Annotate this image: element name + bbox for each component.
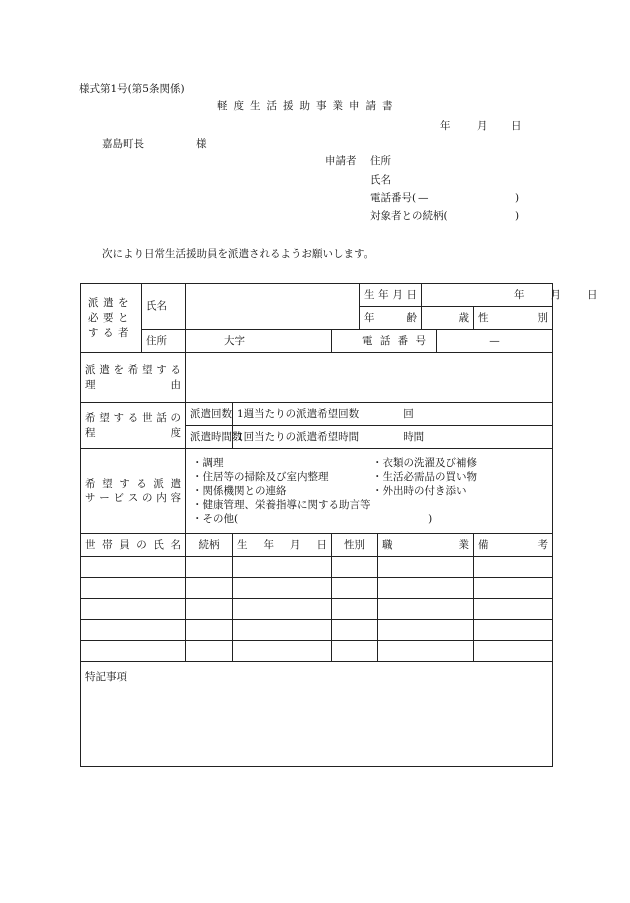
- household-row: [81, 578, 553, 599]
- service-other-close: ): [428, 513, 433, 525]
- addressee-name: 嘉島町長: [102, 138, 144, 150]
- degree-count-label: 派遣回数: [186, 403, 233, 426]
- service-liaison[interactable]: ・関係機関との連絡: [192, 485, 287, 497]
- target-header: 派遣を必要とする者: [88, 296, 133, 339]
- service-cleaning[interactable]: ・住居等の掃除及び室内整理: [192, 471, 329, 483]
- applicant-phone-close: ): [515, 192, 520, 204]
- form-number: 様式第1号(第5条関係): [79, 83, 185, 95]
- household-sex-cell[interactable]: [332, 599, 378, 620]
- household-birth-cell[interactable]: [233, 557, 332, 578]
- intro-text: 次により日常生活援助員を派遣されるようお願いします。: [102, 248, 375, 260]
- household-remarks-cell[interactable]: [474, 641, 553, 662]
- household-relation-cell[interactable]: [186, 599, 233, 620]
- birth-day-unit: 日: [587, 288, 598, 301]
- degree-label-line2: 程度: [85, 426, 181, 439]
- household-header-sex: 性別: [332, 534, 378, 557]
- target-sex-label: 性 別: [474, 307, 553, 330]
- household-birth-cell[interactable]: [233, 599, 332, 620]
- date-day: 日: [511, 120, 522, 132]
- household-remarks-cell[interactable]: [474, 578, 553, 599]
- birth-month-unit: 月: [550, 288, 561, 301]
- target-phone-dash: —: [489, 334, 500, 347]
- applicant-phone-dash: —: [418, 192, 429, 204]
- household-header-birth: 生 年 月 日: [233, 534, 332, 557]
- service-cooking[interactable]: ・調理: [192, 457, 224, 469]
- target-address-label: 住所: [142, 330, 186, 353]
- household-sex-cell[interactable]: [332, 557, 378, 578]
- household-name-cell[interactable]: [81, 641, 186, 662]
- household-birth-cell[interactable]: [233, 578, 332, 599]
- target-age-input[interactable]: [422, 307, 474, 330]
- services-label-cell: [81, 449, 186, 534]
- household-header-row: [81, 534, 553, 557]
- reason-input[interactable]: [186, 353, 553, 403]
- target-header-cell: [81, 284, 142, 353]
- degree-count-input[interactable]: [233, 403, 553, 426]
- degree-count-unit: 回: [403, 407, 414, 420]
- household-row: [81, 599, 553, 620]
- service-other[interactable]: ・その他(: [192, 513, 239, 525]
- household-remarks-cell[interactable]: [474, 599, 553, 620]
- services-label-line2: サービスの内容: [85, 492, 181, 504]
- applicant-name-label: 氏名: [370, 174, 391, 186]
- household-name-cell[interactable]: [81, 578, 186, 599]
- target-name-input[interactable]: [186, 284, 360, 330]
- service-shopping[interactable]: ・生活必需品の買い物: [372, 471, 477, 483]
- household-name-cell[interactable]: [81, 599, 186, 620]
- page-title: 軽度生活援助事業申請書: [217, 100, 399, 112]
- household-header-name: 世帯員の氏名: [81, 534, 186, 557]
- household-occupation-cell[interactable]: [378, 599, 474, 620]
- household-remarks-cell[interactable]: [474, 620, 553, 641]
- household-relation-cell[interactable]: [186, 557, 233, 578]
- target-birth-input[interactable]: [422, 284, 598, 307]
- household-sex-cell[interactable]: [332, 620, 378, 641]
- household-header-remarks: 備 考: [474, 534, 553, 557]
- service-laundry[interactable]: ・衣類の洗濯及び補修: [372, 457, 477, 469]
- application-table: [80, 283, 598, 767]
- notes-cell[interactable]: [81, 662, 553, 767]
- degree-time-text: 1回当たりの派遣希望時間: [237, 430, 360, 443]
- household-name-cell[interactable]: [81, 620, 186, 641]
- date-month: 月: [477, 120, 488, 132]
- address-prefix: 大字: [224, 334, 245, 347]
- degree-time-unit: 時間: [403, 430, 425, 443]
- applicant-label: 申請者: [325, 155, 357, 167]
- age-unit: 歳: [458, 311, 469, 324]
- household-occupation-cell[interactable]: [378, 578, 474, 599]
- degree-time-label: 派遣時間数: [186, 426, 233, 449]
- household-row: [81, 641, 553, 662]
- household-relation-cell[interactable]: [186, 620, 233, 641]
- household-header-occupation: 職 業: [378, 534, 474, 557]
- birth-year-unit: 年: [514, 288, 525, 301]
- services-options[interactable]: [186, 449, 553, 534]
- applicant-address-label: 住所: [370, 155, 391, 167]
- target-birth-label: 生年月日: [360, 284, 422, 307]
- date-year: 年: [440, 120, 451, 132]
- degree-time-input[interactable]: [233, 426, 553, 449]
- household-remarks-cell[interactable]: [474, 557, 553, 578]
- applicant-relation-close: ): [515, 210, 520, 222]
- notes-label: 特記事項: [85, 671, 127, 683]
- service-health-advice[interactable]: ・健康管理、栄養指導に関する助言等: [192, 499, 371, 511]
- household-birth-cell[interactable]: [233, 620, 332, 641]
- household-header-relation: 続柄: [186, 534, 233, 557]
- target-name-label: 氏名: [142, 284, 186, 330]
- household-sex-cell[interactable]: [332, 641, 378, 662]
- target-phone-input[interactable]: [437, 330, 553, 353]
- reason-label-cell: [81, 353, 186, 403]
- applicant-phone-label: 電話番号(: [370, 192, 417, 204]
- degree-count-text: 1週当たりの派遣希望回数: [237, 407, 360, 420]
- service-escort[interactable]: ・外出時の付き添い: [372, 485, 467, 497]
- target-age-label: 年 齢: [360, 307, 422, 330]
- household-occupation-cell[interactable]: [378, 641, 474, 662]
- reason-label-line2: 理由: [85, 378, 181, 391]
- addressee-honorific: 様: [196, 138, 207, 150]
- services-label-line1: 希望する派遣: [85, 477, 181, 490]
- reason-label-line1: 派遣を希望する: [85, 364, 181, 377]
- household-occupation-cell[interactable]: [378, 620, 474, 641]
- target-phone-label: 電話番号: [332, 330, 437, 353]
- household-name-cell[interactable]: [81, 557, 186, 578]
- household-sex-cell[interactable]: [332, 578, 378, 599]
- household-row: [81, 557, 553, 578]
- household-relation-cell[interactable]: [186, 578, 233, 599]
- household-relation-cell[interactable]: [186, 641, 233, 662]
- degree-label-line1: 希望する世話の: [85, 412, 181, 425]
- target-address-input[interactable]: [186, 330, 332, 353]
- applicant-relation-label: 対象者との続柄(: [370, 210, 448, 222]
- household-row: [81, 620, 553, 641]
- household-occupation-cell[interactable]: [378, 557, 474, 578]
- degree-label-cell: [81, 403, 186, 449]
- household-birth-cell[interactable]: [233, 641, 332, 662]
